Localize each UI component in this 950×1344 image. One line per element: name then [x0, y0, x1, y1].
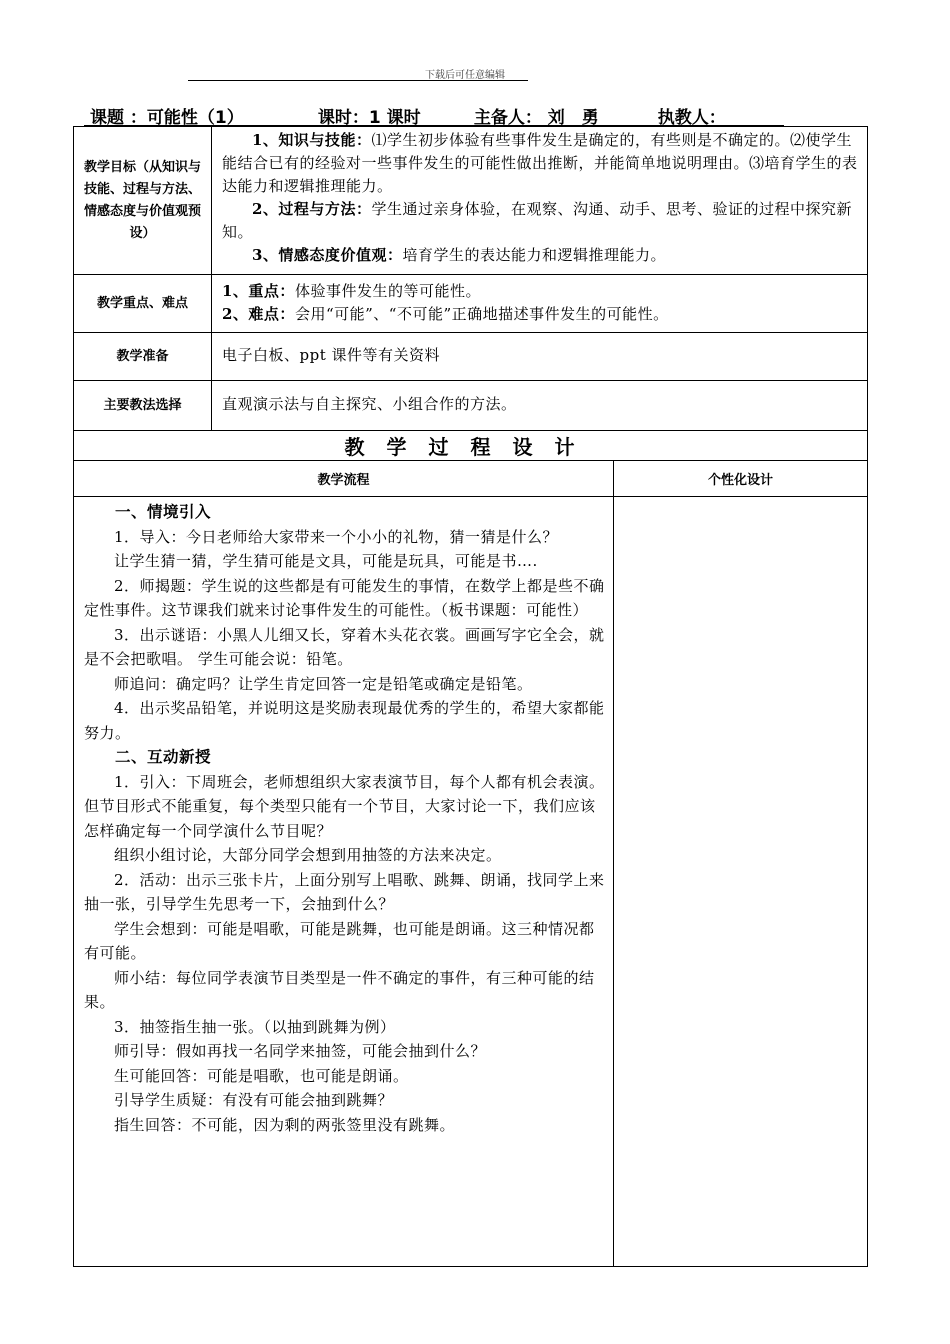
period-label: 课时：1 课时 — [317, 108, 421, 128]
flow-column-header: 教学流程 — [74, 461, 614, 497]
objective-text: 培育学生的表达能力和逻辑推理能力。 — [402, 246, 666, 264]
methods-row — [74, 381, 868, 431]
key-point-text: 会用“可能”、“不可能”正确地描述事件发生的可能性。 — [294, 304, 669, 323]
key-point-text: 体验事件发生的等可能性。 — [294, 281, 481, 300]
preparation-text: 电子白板、ppt 课件等有关资料 — [222, 346, 441, 364]
objective-head: 3、情感态度价值观： — [252, 246, 403, 264]
process-content — [74, 497, 614, 1267]
objectives-label: 教学目标（从知识与技能、过程与方法、情感态度与价值观预设） — [74, 127, 212, 275]
key-points-label: 教学重点、难点 — [74, 275, 212, 333]
column-header-row — [74, 461, 868, 497]
methods-label: 主要教法选择 — [74, 381, 212, 431]
process-paragraph: 1．导入：今日老师给大家带来一个小小的礼物，猜一猜是什么？ — [114, 527, 559, 546]
objective-text: ⑴学生初步体验有些事件发生是确定的，有些则是不确定的。⑵使学生能结合已有的经验对一些事件发生的可能性做出推断，并能简单地说明理由。⑶培育学生的表达能力和逻辑推理能力。 — [222, 131, 858, 195]
section-heading: 二、互动新授 — [115, 747, 212, 766]
header-rule — [188, 80, 528, 81]
process-paragraph: 1．引入：下周班会，老师想组织大家表演节目，每个人都有机会表演。但节目形式不能重复，每个类型只能有一个节目，大家讨论一下，我们应该怎样确定每一个同学演什么节目呢？ — [84, 772, 605, 840]
download-note: 下载后可任意编辑 — [425, 70, 505, 81]
lesson-plan-table — [73, 126, 868, 1267]
objective-item — [222, 129, 859, 198]
personal-column-header: 个性化设计 — [614, 461, 868, 497]
key-point-head: 1、重点： — [222, 281, 295, 300]
process-row — [74, 497, 868, 1267]
process-paragraph: 指生回答：不可能，因为剩的两张签里没有跳舞。 — [114, 1115, 456, 1134]
preparer-label: 主备人： 刘 勇 — [473, 108, 599, 128]
process-paragraph: 3．出示谜语：小黑人儿细又长，穿着木头花衣裳。画画写字它全会，就是不会把歌唱。 学生可能会说：铅笔。 — [84, 625, 605, 668]
preparation-row — [74, 333, 868, 381]
key-point-item — [222, 303, 859, 326]
topic-label: 课题 ：可能性（1） — [90, 108, 244, 128]
process-paragraph: 师追问：确定吗？让学生肯定回答一定是铅笔或确定是铅笔。 — [114, 674, 533, 693]
process-paragraph: 学生会想到：可能是唱歌，可能是跳舞，也可能是朗诵。这三种情况都有可能。 — [84, 919, 595, 962]
objective-item — [222, 244, 859, 267]
process-paragraph: 引导学生质疑：有没有可能会抽到跳舞？ — [114, 1091, 394, 1109]
process-paragraph: 师小结：每位同学表演节目类型是一件不确定的事件，有三种可能的结果。 — [84, 968, 595, 1011]
objective-item — [222, 198, 859, 244]
objectives-row — [74, 127, 868, 275]
key-point-head: 2、难点： — [222, 304, 295, 323]
objective-head: 2、过程与方法： — [252, 200, 372, 218]
objective-head: 1、知识与技能： — [252, 131, 372, 149]
key-points-content — [212, 275, 868, 333]
preparation-label: 教学准备 — [74, 333, 212, 381]
methods-content — [212, 381, 868, 431]
design-title-row — [74, 431, 868, 461]
preparation-content — [212, 333, 868, 381]
process-paragraph: 4．出示奖品铅笔，并说明这是奖励表现最优秀的学生的，希望大家都能努力。 — [84, 699, 605, 742]
process-paragraph: 2．师揭题：学生说的这些都是有可能发生的事情，在数学上都是些不确定性事件。这节课我们就来讨论事件发生的可能性。（板书课题：可能性） — [84, 576, 605, 619]
process-paragraph: 2．活动：出示三张卡片，上面分别写上唱歌、跳舞、朗诵，找同学上来抽一张，引导学生先思考一下，会抽到什么？ — [84, 870, 605, 913]
process-paragraph: 师引导：假如再找一名同学来抽签，可能会抽到什么？ — [114, 1042, 487, 1060]
process-paragraph: 组织小组讨论，大部分同学会想到用抽签的方法来决定。 — [114, 846, 502, 864]
process-paragraph: 生可能回答：可能是唱歌，也可能是朗诵。 — [114, 1066, 409, 1085]
process-paragraph: 让学生猜一猜，学生猜可能是文具，可能是玩具，可能是书…. — [114, 552, 538, 570]
design-title: 教学过程设计 — [74, 431, 868, 461]
key-points-row — [74, 275, 868, 333]
teacher-label: 执教人： — [657, 108, 726, 128]
process-paragraph: 3．抽签指生抽一张。（以抽到跳舞为例） — [114, 1017, 396, 1036]
objective-text: 学生通过亲身体验，在观察、沟通、动手、思考、验证的过程中探究新知。 — [222, 200, 852, 241]
methods-text: 直观演示法与自主探究、小组合作的方法。 — [222, 395, 517, 413]
section-heading: 一、情境引入 — [115, 502, 212, 521]
key-point-item — [222, 280, 859, 303]
personal-design-cell — [614, 497, 868, 1267]
objectives-content — [212, 127, 868, 275]
